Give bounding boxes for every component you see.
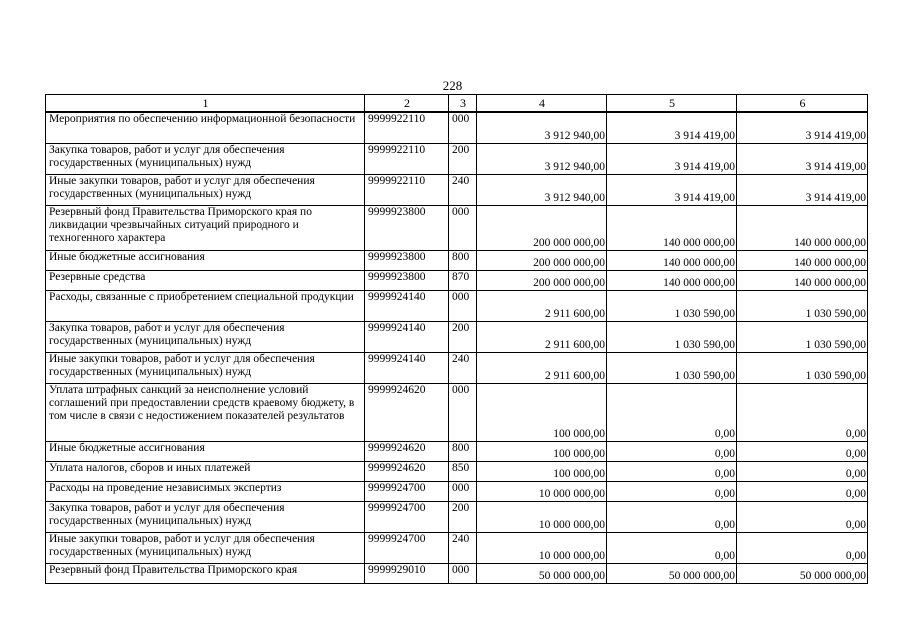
row-name: Закупка товаров, работ и услуг для обеспечения государственных (муниципальных) нужд [46, 143, 365, 174]
row-value-col4: 10 000 000,00 [477, 481, 607, 501]
row-value-col6: 0,00 [737, 501, 868, 532]
row-value-col6: 140 000 000,00 [737, 270, 868, 290]
row-value-col4: 3 912 940,00 [477, 143, 607, 174]
row-value-col6: 1 030 590,00 [737, 352, 868, 383]
row-value-col5: 3 914 419,00 [607, 143, 737, 174]
table-row [46, 501, 868, 532]
row-target-code: 9999924140 [365, 352, 449, 383]
row-value-col4: 10 000 000,00 [477, 532, 607, 563]
row-expense-type: 800 [449, 250, 477, 270]
row-value-col5: 1 030 590,00 [607, 290, 737, 321]
row-target-code: 9999923800 [365, 205, 449, 250]
row-value-col6: 140 000 000,00 [737, 205, 868, 250]
row-value-col4: 200 000 000,00 [477, 270, 607, 290]
row-name: Иные закупки товаров, работ и услуг для обеспечения государственных (муниципальных) нужд [46, 532, 365, 563]
row-name: Расходы, связанные с приобретением специальной продукции [46, 290, 365, 321]
row-name: Уплата налогов, сборов и иных платежей [46, 461, 365, 481]
row-value-col5: 3 914 419,00 [607, 112, 737, 143]
column-header: 3 [449, 95, 477, 113]
row-value-col4: 2 911 600,00 [477, 290, 607, 321]
column-header: 5 [607, 95, 737, 113]
row-value-col5: 140 000 000,00 [607, 205, 737, 250]
row-value-col6: 1 030 590,00 [737, 290, 868, 321]
table-header-row [46, 95, 868, 113]
page-number: 228 [442, 78, 463, 93]
row-name: Расходы на проведение независимых экспертиз [46, 481, 365, 501]
row-value-col4: 100 000,00 [477, 441, 607, 461]
row-expense-type: 200 [449, 143, 477, 174]
row-target-code: 9999922110 [365, 143, 449, 174]
row-value-col6: 1 030 590,00 [737, 321, 868, 352]
row-name: Иные закупки товаров, работ и услуг для обеспечения государственных (муниципальных) нужд [46, 174, 365, 205]
table-row [46, 563, 868, 583]
row-target-code: 9999923800 [365, 250, 449, 270]
row-name: Резервные средства [46, 270, 365, 290]
row-expense-type: 000 [449, 205, 477, 250]
row-target-code: 9999924140 [365, 321, 449, 352]
row-value-col5: 0,00 [607, 441, 737, 461]
row-target-code: 9999924700 [365, 501, 449, 532]
row-value-col6: 3 914 419,00 [737, 112, 868, 143]
row-value-col5: 0,00 [607, 383, 737, 441]
row-expense-type: 000 [449, 481, 477, 501]
row-name: Резервный фонд Правительства Приморского края по ликвидации чрезвычайных ситуаций природного и техногенного характера [46, 205, 365, 250]
row-value-col6: 0,00 [737, 532, 868, 563]
column-header: 1 [46, 95, 365, 113]
table-row [46, 290, 868, 321]
table-row [46, 532, 868, 563]
row-name: Уплата штрафных санкций за неисполнение условий соглашений при предоставлении средств краевому бюджету, в том числе в связи с недостижением показателей результатов [46, 383, 365, 441]
table-row [46, 205, 868, 250]
row-value-col4: 10 000 000,00 [477, 501, 607, 532]
table-row [46, 270, 868, 290]
row-value-col5: 50 000 000,00 [607, 563, 737, 583]
row-target-code: 9999924700 [365, 481, 449, 501]
row-value-col6: 0,00 [737, 481, 868, 501]
row-target-code: 9999924620 [365, 441, 449, 461]
row-name: Закупка товаров, работ и услуг для обеспечения государственных (муниципальных) нужд [46, 321, 365, 352]
row-name: Иные бюджетные ассигнования [46, 441, 365, 461]
row-value-col5: 0,00 [607, 532, 737, 563]
row-expense-type: 800 [449, 441, 477, 461]
row-value-col5: 1 030 590,00 [607, 321, 737, 352]
row-target-code: 9999922110 [365, 174, 449, 205]
row-expense-type: 240 [449, 352, 477, 383]
row-value-col5: 1 030 590,00 [607, 352, 737, 383]
row-expense-type: 000 [449, 290, 477, 321]
row-value-col4: 100 000,00 [477, 461, 607, 481]
row-value-col6: 140 000 000,00 [737, 250, 868, 270]
row-expense-type: 850 [449, 461, 477, 481]
table-row [46, 250, 868, 270]
row-value-col4: 200 000 000,00 [477, 250, 607, 270]
row-name: Иные закупки товаров, работ и услуг для обеспечения государственных (муниципальных) нужд [46, 352, 365, 383]
row-value-col4: 50 000 000,00 [477, 563, 607, 583]
row-target-code: 9999924620 [365, 383, 449, 441]
table-row [46, 174, 868, 205]
row-target-code: 9999924700 [365, 532, 449, 563]
column-header: 4 [477, 95, 607, 113]
table-row [46, 481, 868, 501]
row-value-col6: 3 914 419,00 [737, 143, 868, 174]
table-row [46, 461, 868, 481]
row-expense-type: 200 [449, 321, 477, 352]
budget-table [45, 94, 868, 584]
row-value-col5: 140 000 000,00 [607, 270, 737, 290]
table-row [46, 321, 868, 352]
row-expense-type: 240 [449, 532, 477, 563]
row-value-col5: 0,00 [607, 501, 737, 532]
row-value-col4: 2 911 600,00 [477, 352, 607, 383]
column-header: 6 [737, 95, 868, 113]
row-value-col4: 3 912 940,00 [477, 174, 607, 205]
row-name: Иные бюджетные ассигнования [46, 250, 365, 270]
row-value-col6: 3 914 419,00 [737, 174, 868, 205]
row-name: Закупка товаров, работ и услуг для обеспечения государственных (муниципальных) нужд [46, 501, 365, 532]
row-expense-type: 200 [449, 501, 477, 532]
row-target-code: 9999924620 [365, 461, 449, 481]
row-expense-type: 000 [449, 383, 477, 441]
row-expense-type: 240 [449, 174, 477, 205]
row-expense-type: 870 [449, 270, 477, 290]
table-row [46, 441, 868, 461]
row-value-col5: 140 000 000,00 [607, 250, 737, 270]
row-value-col5: 3 914 419,00 [607, 174, 737, 205]
row-target-code: 9999922110 [365, 112, 449, 143]
table-row [46, 112, 868, 143]
table-row [46, 143, 868, 174]
row-value-col4: 200 000 000,00 [477, 205, 607, 250]
column-header: 2 [365, 95, 449, 113]
row-name: Резервный фонд Правительства Приморского края [46, 563, 365, 583]
row-value-col4: 2 911 600,00 [477, 321, 607, 352]
table-row [46, 352, 868, 383]
row-target-code: 9999924140 [365, 290, 449, 321]
row-value-col6: 0,00 [737, 441, 868, 461]
row-value-col6: 50 000 000,00 [737, 563, 868, 583]
row-expense-type: 000 [449, 563, 477, 583]
row-target-code: 9999929010 [365, 563, 449, 583]
row-target-code: 9999923800 [365, 270, 449, 290]
row-value-col6: 0,00 [737, 383, 868, 441]
row-value-col5: 0,00 [607, 461, 737, 481]
row-value-col4: 3 912 940,00 [477, 112, 607, 143]
row-value-col4: 100 000,00 [477, 383, 607, 441]
row-value-col5: 0,00 [607, 481, 737, 501]
row-expense-type: 000 [449, 112, 477, 143]
row-name: Мероприятия по обеспечению информационной безопасности [46, 112, 365, 143]
table-row [46, 383, 868, 441]
row-value-col6: 0,00 [737, 461, 868, 481]
